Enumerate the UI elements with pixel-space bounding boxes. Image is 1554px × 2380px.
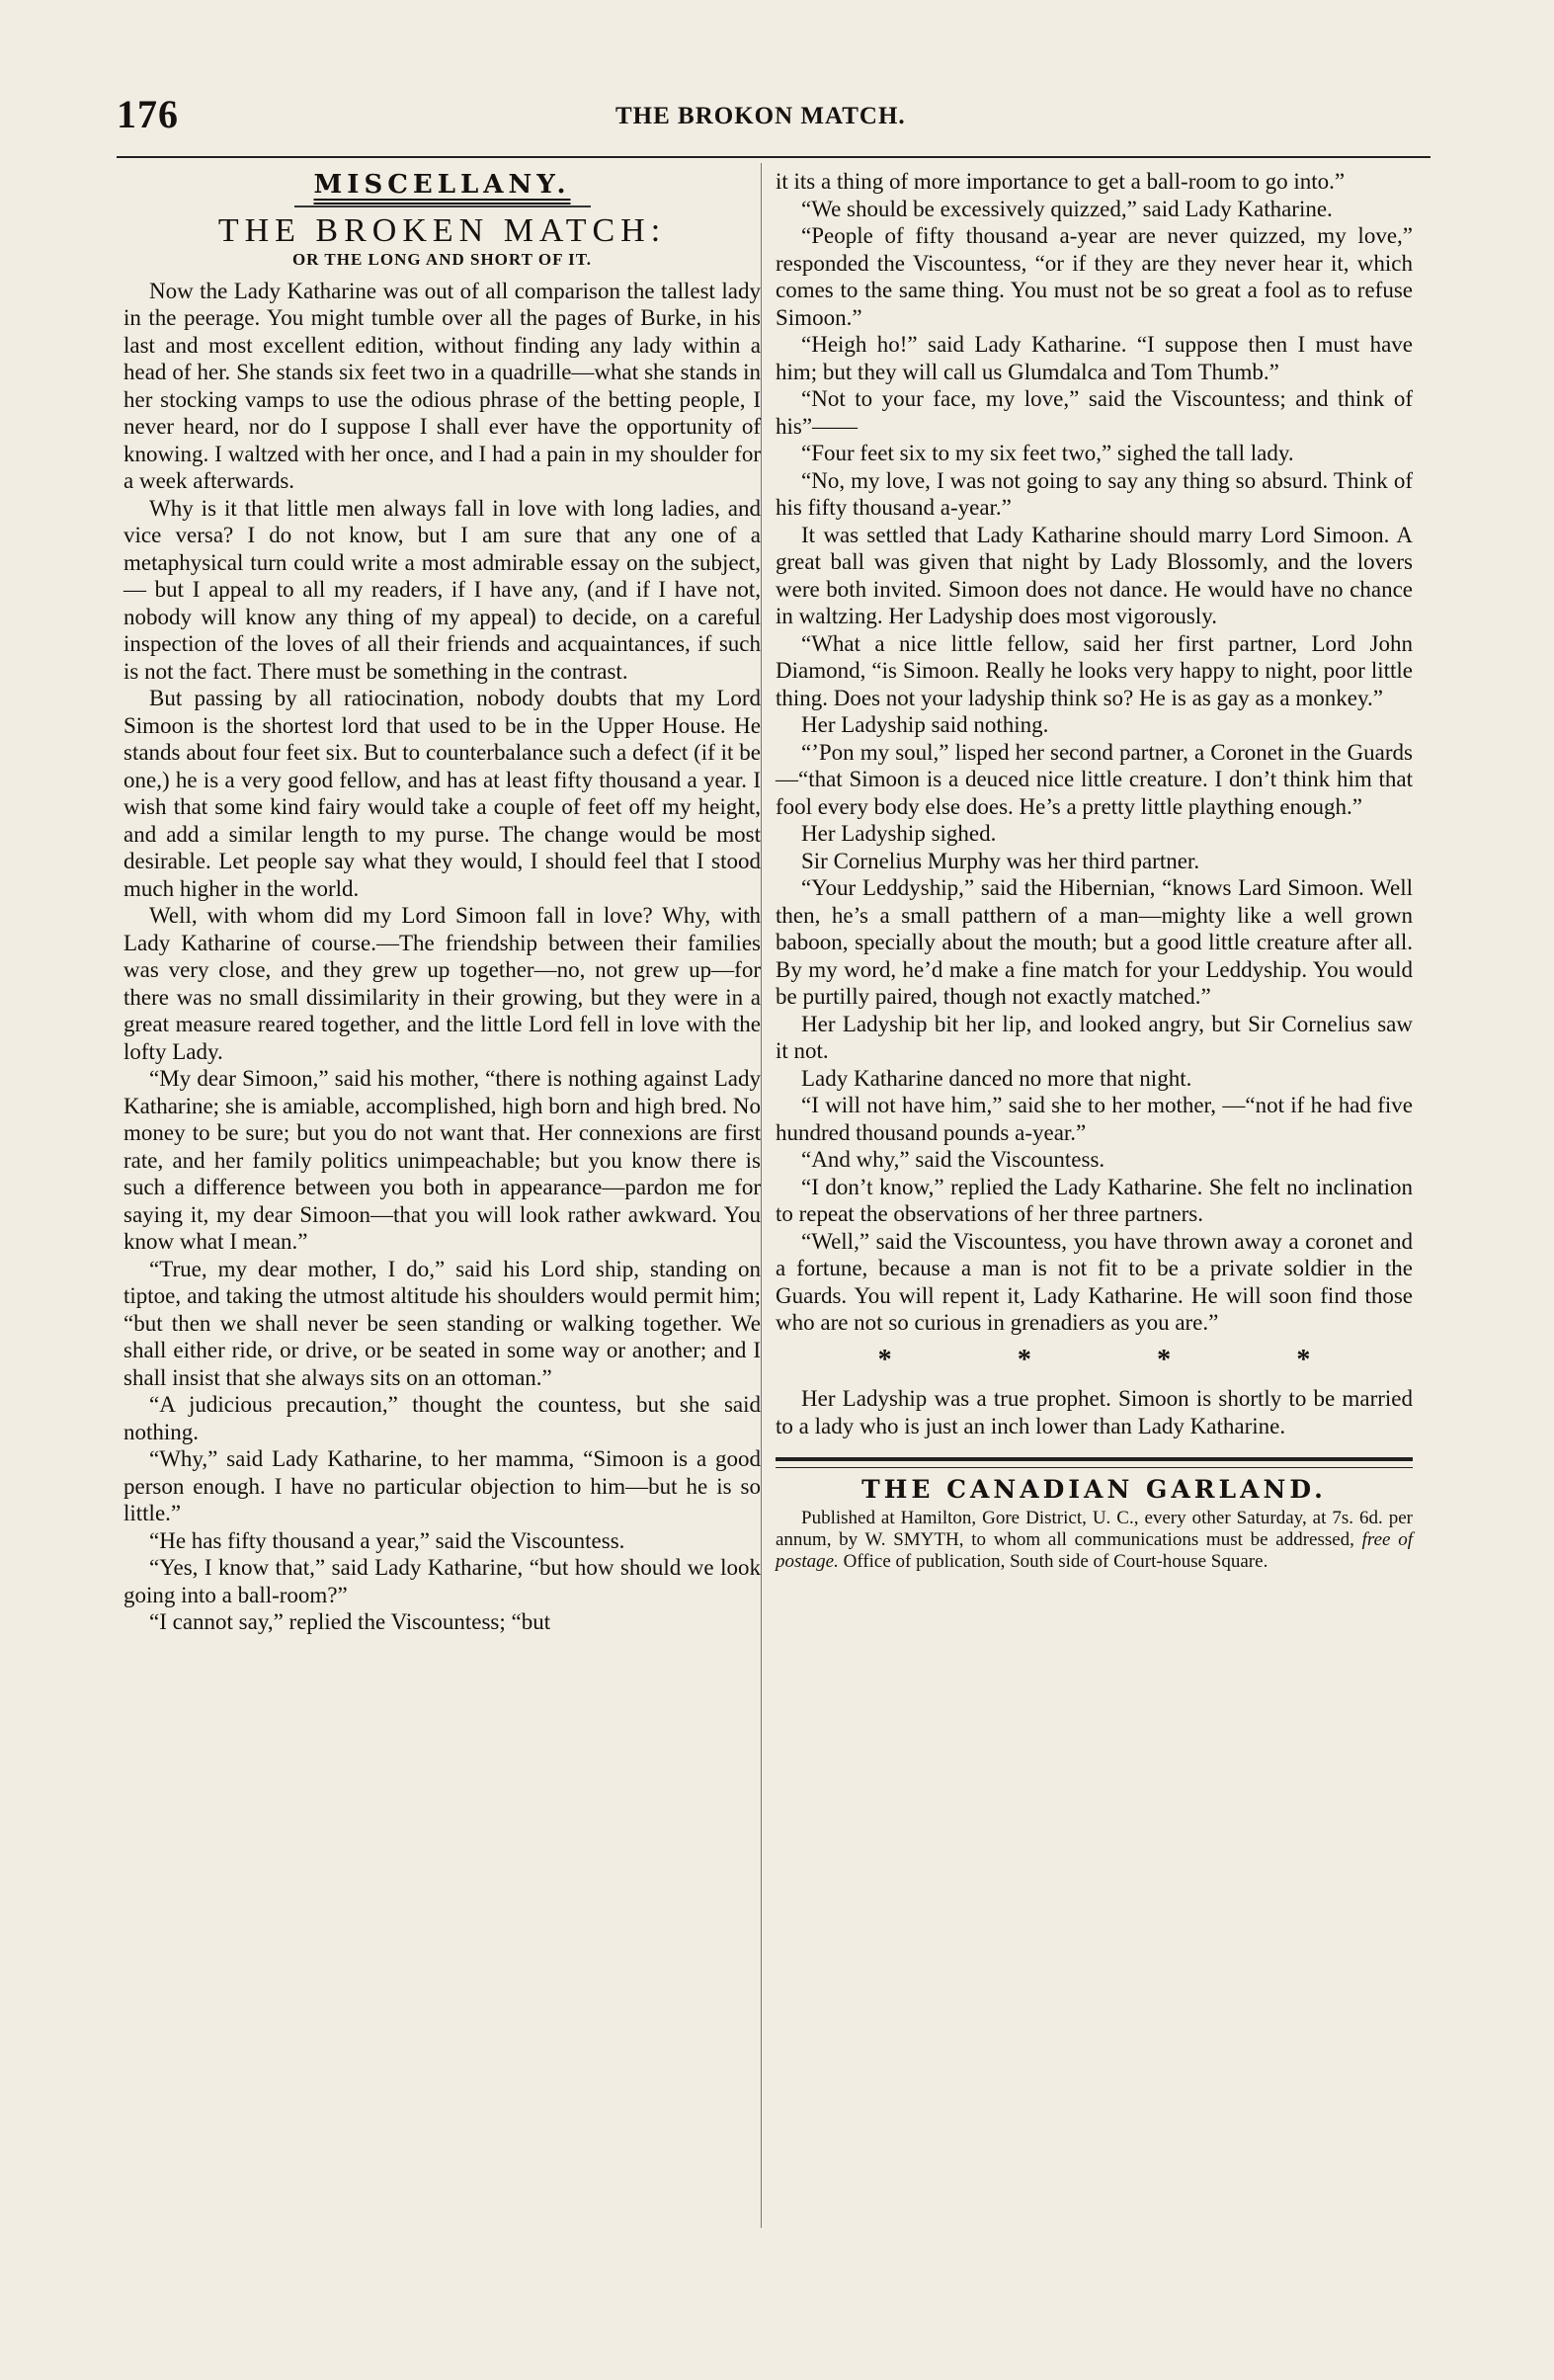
notice-italic: free of postage. [776, 1528, 1413, 1572]
paragraph: “I will not have him,” said she to her mother, —“not if he had five hundred thousand pounds a-year.” [776, 1093, 1413, 1145]
paragraph: “My dear Simoon,” said his mother, “there is nothing against Lady Katharine; she is amiable, accomplished, high born and high bred. No money to be sure; but you do not want that. Her connexions are first rate, and her family politics unimpeachable; but you know there is such a difference between you both in appearance—pardon me for saying it, my dear Simoon—that you will look rather awkward. You know what I mean.” [123, 1066, 761, 1254]
paragraph: “Yes, I know that,” said Lady Katharine, “but how should we look going into a ball-room?” [123, 1555, 761, 1607]
paragraph: “What a nice little fellow, said her first partner, Lord John Diamond, “is Simoon. Really he looks very happy to night, poor little thing. Does not your ladyship think so? He is as gay as a monkey.” [776, 630, 1413, 710]
paragraph: “He has fifty thousand a year,” said the Viscountess. [149, 1527, 625, 1553]
header-rule [117, 156, 1431, 158]
paragraph: “People of fifty thousand a-year are never quizzed, my love,” responded the Viscountess, “or if they are they never hear it, which comes to the same thing. You must not be so great a fool as to refuse Simoon.” [776, 223, 1413, 330]
garland-rule [776, 1457, 1413, 1468]
running-title: THE BROKON MATCH. [615, 103, 906, 129]
section-break-stars [815, 1344, 1373, 1375]
star: * [1017, 1344, 1031, 1375]
paragraph: “I cannot say,” replied the Viscountess; “but [149, 1609, 551, 1634]
section-rule [294, 205, 591, 207]
right-column [776, 168, 1413, 1573]
star: * [1157, 1344, 1172, 1375]
star: * [1296, 1344, 1311, 1375]
running-head [117, 91, 1431, 138]
paragraph: “No, my love, I was not going to say any thing so absurd. Think of his fifty thousand a-year.” [776, 467, 1413, 520]
notice-text: Published at Hamilton, Gore District, U. C., every other Saturday, at 7s. 6d. per annum, by W. SMYTH, to whom all communications must be addressed, [776, 1507, 1413, 1550]
paragraph: “We should be excessively quizzed,” said Lady Katharine. [801, 196, 1333, 221]
notice-text-end: Office of publication, South side of Court-house Square. [838, 1550, 1268, 1572]
article-subtitle: OR THE LONG AND SHORT OF IT. [291, 250, 593, 269]
closing-paragraph: Her Ladyship was a true prophet. Simoon is shortly to be married to a lady who is just an inch lower than Lady Katharine. [776, 1386, 1413, 1438]
paragraph: Lady Katharine danced no more that night. [801, 1065, 1192, 1091]
column-divider [761, 163, 762, 2228]
left-column [123, 168, 761, 1636]
paragraph: “Why,” said Lady Katharine, to her mamma, “Simoon is a good person enough. I have no particular objection to him—but he is so little.” [123, 1446, 761, 1525]
paragraph: Well, with whom did my Lord Simoon fall in love? Why, with Lady Katharine of course.—The friendship between their families was very close, and they grew up together—no, not grew up—for there was no small dissimilarity in their growing, but they were in a great measure reared together, and the little Lord fell in love with the lofty Lady. [123, 903, 761, 1064]
paragraph: “A judicious precaution,” thought the countess, but she said nothing. [123, 1392, 761, 1444]
paragraph: It was settled that Lady Katharine should marry Lord Simoon. A great ball was given that night by Lady Blossomly, and the lovers were both invited. Simoon does not dance. He would have no chance in waltzing. Her Ladyship does most vigorously. [776, 522, 1413, 628]
paragraph: “True, my dear mother, I do,” said his Lord ship, standing on tiptoe, and taking the utmost altitude his shoulders would permit him; “but then we shall never be seen standing or walking together. We shall either ride, or drive, or be seated in some way or another; and I shall insist that she always sits on an ottoman.” [123, 1256, 761, 1390]
paragraph: Now the Lady Katharine was out of all comparison the tallest lady in the peerage. You might tumble over all the pages of Burke, in his last and most excellent edition, without finding any lady within a head of her. She stands six feet two in a quadrille—what she stands in her stocking vamps to use the odious phrase of the betting people, I never heard, nor do I suppose I shall ever have the opportunity of knowing. I waltzed with her once, and I had a pain in my shoulder for a week afterwards. [123, 278, 761, 493]
paragraph: “Your Leddyship,” said the Hibernian, “knows Lard Simoon. Well then, he’s a small patthern of a man—mighty like a well grown baboon, specially about the mouth; but a good little creature after all. By my word, he’d make a fine match for your Leddyship. You would be purtilly paired, though not exactly matched.” [776, 875, 1413, 1009]
paragraph: “Well,” said the Viscountess, you have thrown away a coronet and a fortune, because a man is not fit to be a private soldier in the Guards. You will repent it, Lady Katharine. He will soon find those who are not so curious in grenadiers as you are.” [776, 1228, 1413, 1335]
garland-title: THE CANADIAN GARLAND. [861, 1475, 1327, 1504]
paragraph: Why is it that little men always fall in love with long ladies, and vice versa? I do not know, but I am sure that any one of a metaphysical turn could write a most admirable essay on the subject,— but I appeal to all my readers, if I have any, (and if I have not, nobody will know any thing of my appeal) to decide, on a careful inspection of the loves of all their friends and acquaintances, if such is not the fact. There must be something in the contrast. [123, 495, 761, 684]
paragraph: “’Pon my soul,” lisped her second partner, a Coronet in the Guards—“that Simoon is a deuced nice little creature. I don’t think him that fool every body else does. He’s a pretty little plaything enough.” [776, 739, 1413, 819]
publication-notice [776, 1508, 1413, 1573]
paragraph: Her Ladyship sighed. [801, 821, 997, 846]
article-title: THE BROKEN MATCH: [217, 211, 667, 249]
paragraph: “And why,” said the Viscountess. [801, 1147, 1105, 1172]
paragraph: “I don’t know,” replied the Lady Katharine. She felt no inclination to repeat the observations of her three partners. [776, 1174, 1413, 1226]
paragraph: “Four feet six to my six feet two,” sighed the tall lady. [801, 441, 1294, 465]
paragraph: “Not to your face, my love,” said the Viscountess; and think of his”—— [776, 386, 1413, 439]
section-heading: MISCELLANY. [313, 170, 571, 200]
paragraph: But passing by all ratiocination, nobody doubts that my Lord Simoon is the shortest lord that used to be in the Upper House. He stands about four feet six. But to counterbalance such a defect (if it be one,) he is a very good fellow, and has at least fifty thousand a year. I wish that some kind fairy would take a couple of feet off my height, and add a similar length to my purse. The change would be most desirable. Let people say what they would, I should feel that I stood much higher in the world. [123, 686, 761, 901]
paragraph: Her Ladyship said nothing. [801, 712, 1049, 737]
page-number: 176 [117, 92, 179, 136]
star: * [877, 1344, 892, 1375]
paragraph: “Heigh ho!” said Lady Katharine. “I suppose then I must have him; but they will call us Glumdalca and Tom Thumb.” [776, 332, 1413, 384]
paragraph: Sir Cornelius Murphy was her third partner. [801, 848, 1200, 873]
paragraph: it its a thing of more importance to get a ball-room to go into.” [776, 169, 1346, 194]
paragraph: Her Ladyship bit her lip, and looked angry, but Sir Cornelius saw it not. [776, 1011, 1413, 1063]
